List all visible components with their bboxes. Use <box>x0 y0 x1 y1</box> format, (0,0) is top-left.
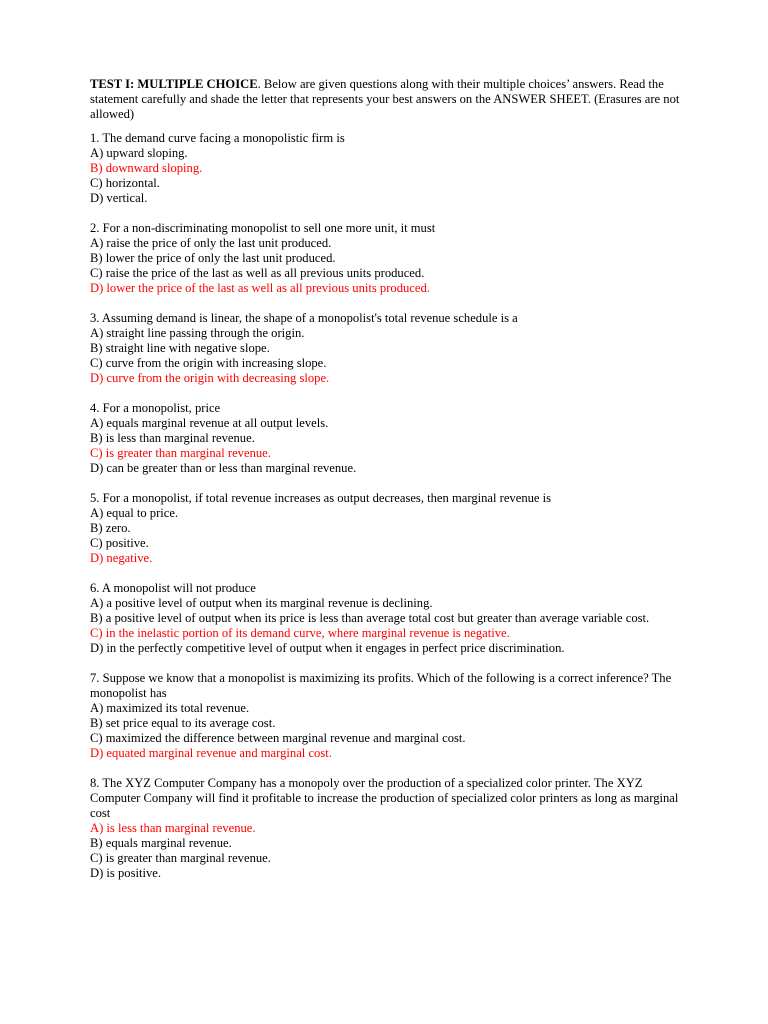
answer-option: C) raise the price of the last as well as all previous units produced. <box>90 266 425 280</box>
question-stem: 2. For a non-discriminating monopolist to sell one more unit, it must <box>90 221 436 235</box>
question-5 <box>90 491 682 566</box>
answer-option: B) set price equal to its average cost. <box>90 716 276 730</box>
question-1 <box>90 131 682 206</box>
answer-option: A) upward sloping. <box>90 146 188 160</box>
question-stem: 6. A monopolist will not produce <box>90 581 256 595</box>
answer-option: A) a positive level of output when its marginal revenue is declining. <box>90 596 433 610</box>
question-stem: 5. For a monopolist, if total revenue increases as output decreases, then marginal revenue is <box>90 491 552 505</box>
answer-option: D) is positive. <box>90 866 162 880</box>
question-3 <box>90 311 682 386</box>
answer-option: D) can be greater than or less than marginal revenue. <box>90 461 357 475</box>
question-stem: 7. Suppose we know that a monopolist is maximizing its profits. Which of the following is a correct inference? The monopolist has <box>90 671 672 700</box>
question-list <box>90 131 682 881</box>
answer-option: C) maximized the difference between marginal revenue and marginal cost. <box>90 731 466 745</box>
correct-answer-option: D) negative. <box>90 551 153 565</box>
correct-answer-option: B) downward sloping. <box>90 161 203 175</box>
answer-option: C) curve from the origin with increasing slope. <box>90 356 327 370</box>
answer-option: B) is less than marginal revenue. <box>90 431 255 445</box>
answer-option: B) lower the price of only the last unit produced. <box>90 251 336 265</box>
question-stem: 3. Assuming demand is linear, the shape of a monopolist's total revenue schedule is a <box>90 311 518 325</box>
test-heading: TEST I: MULTIPLE CHOICE <box>90 77 258 91</box>
question-8 <box>90 776 682 881</box>
answer-option: B) a positive level of output when its price is less than average total cost but greater than average variable cost. <box>90 611 650 625</box>
answer-option: A) raise the price of only the last unit produced. <box>90 236 332 250</box>
question-2 <box>90 221 682 296</box>
answer-option: B) straight line with negative slope. <box>90 341 270 355</box>
correct-answer-option: C) is greater than marginal revenue. <box>90 446 271 460</box>
answer-option: A) straight line passing through the origin. <box>90 326 305 340</box>
answer-option: D) in the perfectly competitive level of output when it engages in perfect price discrimination. <box>90 641 565 655</box>
correct-answer-option: A) is less than marginal revenue. <box>90 821 256 835</box>
correct-answer-option: D) equated marginal revenue and marginal cost. <box>90 746 332 760</box>
correct-answer-option: D) lower the price of the last as well as all previous units produced. <box>90 281 430 295</box>
question-stem: 1. The demand curve facing a monopolistic firm is <box>90 131 345 145</box>
answer-option: A) equals marginal revenue at all output levels. <box>90 416 329 430</box>
document-page <box>90 77 682 896</box>
answer-option: A) equal to price. <box>90 506 179 520</box>
question-6 <box>90 581 682 656</box>
answer-option: B) zero. <box>90 521 131 535</box>
answer-option: D) vertical. <box>90 191 148 205</box>
answer-option: A) maximized its total revenue. <box>90 701 250 715</box>
answer-option: C) positive. <box>90 536 149 550</box>
answer-option: C) horizontal. <box>90 176 160 190</box>
instructions-paragraph <box>90 77 682 122</box>
question-7 <box>90 671 682 761</box>
correct-answer-option: D) curve from the origin with decreasing slope. <box>90 371 330 385</box>
question-stem: 8. The XYZ Computer Company has a monopoly over the production of a specialized color printer. The XYZ Computer Company will find it profitable to increase the production of specialized color printers as long as marginal cost <box>90 776 679 820</box>
question-4 <box>90 401 682 476</box>
answer-option: B) equals marginal revenue. <box>90 836 232 850</box>
answer-option: C) is greater than marginal revenue. <box>90 851 271 865</box>
correct-answer-option: C) in the inelastic portion of its demand curve, where marginal revenue is negative. <box>90 626 510 640</box>
instructions-text: . Below are given questions along with their multiple choices’ answers. Read the statement carefully and shade the letter that represents your best answers on the ANSWER SHEET. (Erasures are not allowed) <box>90 77 680 121</box>
question-stem: 4. For a monopolist, price <box>90 401 221 415</box>
